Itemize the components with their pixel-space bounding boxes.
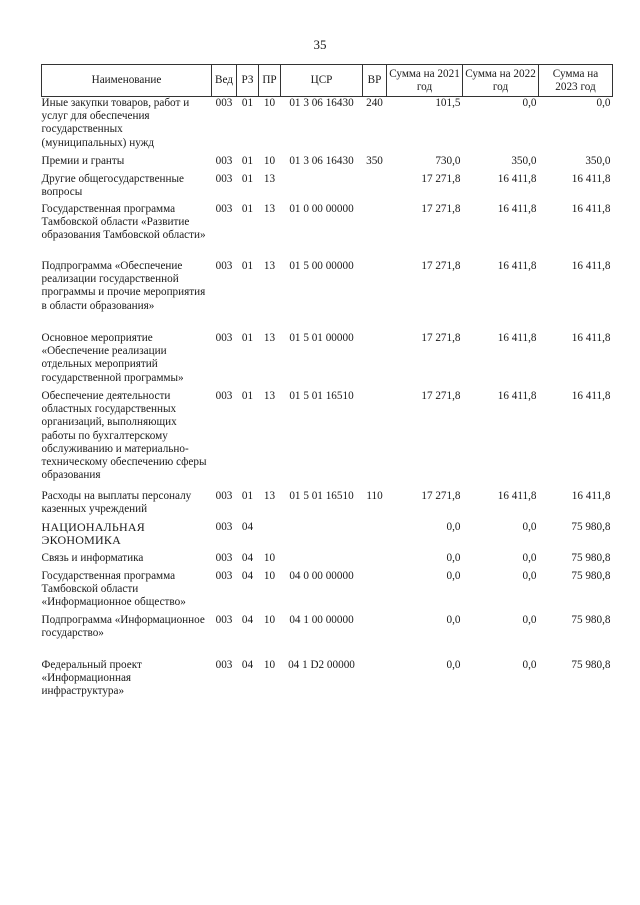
row-vr — [363, 552, 387, 570]
row-ved: 003 — [215, 202, 233, 215]
row-vr — [363, 614, 387, 659]
row-sum-2021: 101,5 — [435, 97, 461, 109]
row-sum-2023: 16 411,8 — [571, 259, 611, 272]
row-sum-2021: 730,0 — [435, 154, 461, 167]
row-sum-2023: 16 411,8 — [571, 331, 611, 344]
row-sum-2021: 0,0 — [446, 569, 461, 582]
row-sum-2021: 17 271,8 — [421, 259, 461, 272]
table-row — [42, 173, 613, 203]
header-name: Наименование — [42, 65, 212, 97]
row-csr: 04 1 00 00000 — [289, 613, 354, 626]
row-ved: 003 — [215, 172, 233, 185]
row-sum-2022: 0,0 — [522, 613, 537, 626]
row-rz: 04 — [241, 613, 254, 626]
header-vr: ВР — [363, 65, 387, 97]
row-sum-2023: 75 980,8 — [571, 658, 611, 671]
row-sum-2021: 17 271,8 — [421, 489, 461, 502]
row-pr: 13 — [263, 489, 276, 502]
row-pr: 13 — [263, 172, 276, 185]
row-rz: 04 — [241, 658, 254, 671]
row-sum-2022: 350,0 — [511, 154, 537, 167]
row-rz: 01 — [241, 202, 254, 215]
row-sum-2022: 0,0 — [522, 97, 537, 109]
row-name: НАЦИОНАЛЬНАЯ ЭКОНОМИКА — [41, 519, 145, 548]
table-row — [42, 260, 613, 332]
row-vr — [363, 203, 387, 260]
table-row — [42, 490, 613, 521]
row-rz: 04 — [241, 520, 254, 533]
row-rz: 01 — [241, 389, 254, 402]
row-name: Подпрограмма «Обеспечение реализации государственной программы и прочие мероприятия в области образования» — [41, 259, 206, 312]
row-sum-2023: 16 411,8 — [571, 489, 611, 502]
row-pr: 10 — [263, 97, 276, 109]
row-ved: 003 — [215, 331, 233, 344]
row-csr: 01 3 06 16430 — [289, 154, 354, 167]
row-rz: 04 — [241, 551, 254, 564]
row-vr — [363, 521, 387, 552]
table-row — [42, 155, 613, 173]
row-sum-2022: 0,0 — [522, 569, 537, 582]
row-vr — [363, 332, 387, 390]
row-sum-2023: 75 980,8 — [571, 520, 611, 533]
row-vr — [363, 659, 387, 703]
row-name: Другие общегосударственные вопросы — [41, 172, 185, 198]
row-vr — [363, 390, 387, 490]
row-rz: 01 — [241, 172, 254, 185]
row-rz: 01 — [241, 154, 254, 167]
row-name: Иные закупки товаров, работ и услуг для обеспечения государственных (муниципальных) нужд — [41, 97, 190, 149]
row-csr: 01 3 06 16430 — [289, 97, 354, 109]
row-ved: 003 — [215, 613, 233, 626]
row-pr: 10 — [263, 658, 276, 671]
row-sum-2021: 17 271,8 — [421, 202, 461, 215]
table-header — [42, 65, 613, 97]
row-ved: 003 — [215, 569, 233, 582]
row-csr — [281, 173, 363, 203]
row-rz: 01 — [241, 331, 254, 344]
row-name: Основное мероприятие «Обеспечение реализации отдельных мероприятий государственной программы» — [41, 331, 184, 384]
row-sum-2022: 0,0 — [522, 520, 537, 533]
row-csr: 01 5 01 16510 — [289, 489, 354, 502]
row-csr — [281, 552, 363, 570]
row-vr — [363, 260, 387, 332]
row-sum-2022: 16 411,8 — [497, 172, 537, 185]
table-row — [42, 570, 613, 614]
row-name: Расходы на выплаты персоналу казенных учреждений — [41, 489, 192, 516]
row-sum-2022: 16 411,8 — [497, 202, 537, 215]
row-sum-2022: 0,0 — [522, 658, 537, 671]
table-row — [42, 614, 613, 659]
table-row — [42, 332, 613, 390]
row-pr: 13 — [263, 202, 276, 215]
row-pr: 10 — [263, 569, 276, 582]
row-sum-2023: 75 980,8 — [571, 551, 611, 564]
row-csr — [281, 521, 363, 552]
row-sum-2022: 16 411,8 — [497, 259, 537, 272]
row-csr: 04 0 00 00000 — [289, 569, 354, 582]
table-row — [42, 521, 613, 552]
row-vr — [363, 173, 387, 203]
table-row — [42, 659, 613, 703]
row-sum-2021: 0,0 — [446, 658, 461, 671]
row-ved: 003 — [215, 389, 233, 402]
row-pr: 10 — [263, 613, 276, 626]
budget-table — [41, 64, 613, 703]
header-sum-2023: Сумма на 2023 год — [539, 65, 613, 97]
row-rz: 01 — [241, 97, 254, 109]
row-pr — [259, 521, 281, 552]
row-csr: 04 1 D2 00000 — [288, 658, 355, 671]
table-row — [42, 203, 613, 260]
row-ved: 003 — [215, 489, 233, 502]
row-sum-2022: 0,0 — [522, 551, 537, 564]
row-sum-2023: 75 980,8 — [571, 569, 611, 582]
row-ved: 003 — [215, 520, 233, 533]
header-sum-2021: Сумма на 2021 год — [387, 65, 463, 97]
row-csr: 01 5 01 16510 — [289, 389, 354, 402]
header-ved: Вед — [212, 65, 237, 97]
row-vr: 110 — [366, 489, 383, 502]
row-ved: 003 — [215, 97, 233, 109]
row-sum-2022: 16 411,8 — [497, 331, 537, 344]
row-sum-2021: 0,0 — [446, 551, 461, 564]
header-rz: РЗ — [237, 65, 259, 97]
table-row — [42, 97, 613, 155]
row-ved: 003 — [215, 658, 233, 671]
row-csr: 01 5 00 00000 — [289, 259, 354, 272]
row-sum-2021: 17 271,8 — [421, 331, 461, 344]
row-sum-2021: 0,0 — [446, 613, 461, 626]
row-name: Обеспечение деятельности областных государственных организаций, выполняющих работы по бухгалтерскому обслуживанию и материально-техническому обеспечению сферы образования — [41, 389, 207, 482]
row-rz: 01 — [241, 259, 254, 272]
row-csr: 01 0 00 00000 — [289, 202, 354, 215]
header-csr: ЦСР — [281, 65, 363, 97]
row-ved: 003 — [215, 551, 233, 564]
table-row — [42, 552, 613, 570]
row-sum-2023: 350,0 — [585, 154, 611, 167]
row-ved: 003 — [215, 259, 233, 272]
row-sum-2022: 16 411,8 — [497, 389, 537, 402]
row-sum-2023: 16 411,8 — [571, 202, 611, 215]
row-sum-2021: 17 271,8 — [421, 172, 461, 185]
row-sum-2023: 16 411,8 — [571, 389, 611, 402]
row-ved: 003 — [215, 154, 233, 167]
table-row — [42, 390, 613, 490]
header-pr: ПР — [259, 65, 281, 97]
row-rz: 01 — [241, 489, 254, 502]
row-rz: 04 — [241, 569, 254, 582]
row-pr: 13 — [263, 259, 276, 272]
row-sum-2023: 0,0 — [596, 97, 611, 109]
row-csr: 01 5 01 00000 — [289, 331, 354, 344]
row-vr — [363, 570, 387, 614]
table-body — [42, 97, 613, 703]
row-name: Подпрограмма «Информационное государство» — [41, 613, 205, 640]
row-sum-2021: 0,0 — [446, 520, 461, 533]
row-sum-2023: 16 411,8 — [571, 172, 611, 185]
row-name: Связь и информатика — [41, 551, 144, 564]
row-name: Государственная программа Тамбовской области «Информационное общество» — [41, 569, 186, 609]
row-sum-2022: 16 411,8 — [497, 489, 537, 502]
row-name: Премии и гранты — [41, 154, 125, 167]
row-pr: 13 — [263, 389, 276, 402]
row-name: Государственная программа Тамбовской области «Развитие образования Тамбовской области» — [41, 202, 206, 242]
row-pr: 10 — [263, 551, 276, 564]
row-vr: 240 — [366, 97, 383, 109]
row-pr: 13 — [263, 331, 276, 344]
row-vr: 350 — [366, 154, 383, 167]
row-sum-2021: 17 271,8 — [421, 389, 461, 402]
row-pr: 10 — [263, 154, 276, 167]
page-number: 35 — [313, 37, 327, 52]
row-sum-2023: 75 980,8 — [571, 613, 611, 626]
header-sum-2022: Сумма на 2022 год — [463, 65, 539, 97]
row-name: Федеральный проект «Информационная инфраструктура» — [41, 658, 142, 698]
